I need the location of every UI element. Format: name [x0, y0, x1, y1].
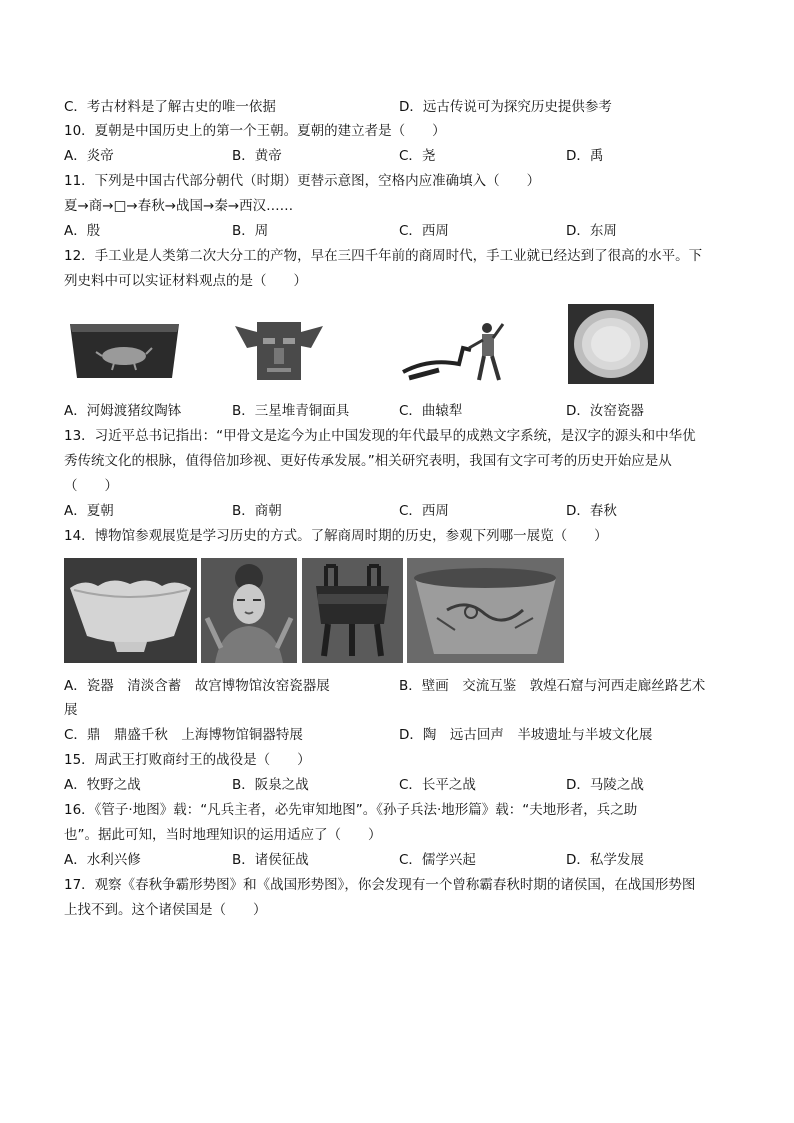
q11-option-b: B．周: [232, 223, 269, 239]
q12-option-b: B．三星堆青铜面具: [232, 403, 350, 419]
q10-option-a: A．炎帝: [64, 148, 114, 164]
q13-option-d: D．春秋: [566, 503, 617, 519]
q9-option-d: D．远古传说可为探究历史提供参考: [399, 99, 612, 115]
q10-stem: 10．夏朝是中国历史上的第一个王朝。夏朝的建立者是（ ）: [64, 123, 446, 139]
q13-stem-line1: 13．习近平总书记指出：“甲骨文是迄今为止中国发现的年代最早的成熟文字系统，是汉字的源头和中华优: [64, 428, 696, 444]
q10-option-d: D．禹: [566, 148, 604, 164]
q9-option-c: C．考古材料是了解古史的唯一依据: [64, 99, 276, 115]
q15-option-a: A．牧野之战: [64, 777, 141, 793]
curved-plow-image: [399, 318, 514, 386]
q11-option-c: C．西周: [399, 223, 449, 239]
q12-option-d: D．汝窑瓷器: [566, 403, 644, 419]
q15-stem: 15．周武王打败商纣王的战役是（ ）: [64, 752, 311, 768]
pottery-bowl-boar-pattern-image: [66, 318, 183, 384]
q17-stem-line1: 17．观察《春秋争霸形势图》和《战国形势图》，你会发现有一个曾称霸春秋时期的诸侯国，在战国形势图: [64, 877, 696, 893]
pottery-basin-image: [407, 558, 564, 663]
q14-option-c: C．鼎 鼎盛千秋 上海博物馆铜器特展: [64, 727, 303, 743]
mural-bodhisattva-image: [201, 558, 297, 663]
porcelain-bowl-image: [64, 558, 197, 663]
q10-option-b: B．黄帝: [232, 148, 282, 164]
q13-option-b: B．商朝: [232, 503, 282, 519]
q16-option-d: D．私学发展: [566, 852, 644, 868]
q14-option-b-continued: 展: [64, 702, 78, 718]
q11-option-a: A．殷: [64, 223, 101, 239]
q17-stem-line2: 上找不到。这个诸侯国是（ ）: [64, 902, 267, 918]
bronze-mask-image: [233, 318, 325, 386]
q14-option-d: D．陶 远古回声 半坡遗址与半坡文化展: [399, 727, 653, 743]
q12-stem-line2: 列史料中可以实证材料观点的是（ ）: [64, 273, 307, 289]
q16-option-b: B．诸侯征战: [232, 852, 309, 868]
q12-stem-line1: 12．手工业是人类第二次大分工的产物，早在三四千年前的商周时代，手工业就已经达到了很高的水平。下: [64, 248, 703, 264]
q16-option-c: C．儒学兴起: [399, 852, 476, 868]
q15-option-d: D．马陵之战: [566, 777, 644, 793]
bronze-ding-image: [302, 558, 403, 663]
q13-stem-line2: 秀传统文化的根脉，值得倍加珍视、更好传承发展。”相关研究表明，我国有文字可考的历史开始应是从: [64, 453, 672, 469]
q13-option-a: A．夏朝: [64, 503, 114, 519]
q14-option-b: B．壁画 交流互鉴 敦煌石窟与河西走廊丝路艺术: [399, 678, 706, 694]
q10-option-c: C．尧: [399, 148, 436, 164]
q15-option-b: B．阪泉之战: [232, 777, 309, 793]
q16-stem-line1: 16．《管子·地图》载：“凡兵主者，必先审知地图”。《孙子兵法·地形篇》载：“夫地形者，兵之助: [64, 802, 638, 818]
q13-option-c: C．西周: [399, 503, 449, 519]
q14-stem: 14．博物馆参观展览是学习历史的方式。了解商周时期的历史，参观下列哪一展览（ ）: [64, 528, 608, 544]
q12-option-a: A．河姆渡猪纹陶钵: [64, 403, 182, 419]
q15-option-c: C．长平之战: [399, 777, 476, 793]
q12-option-c: C．曲辕犁: [399, 403, 463, 419]
ru-kiln-porcelain-image: [568, 304, 654, 384]
q14-option-a: A．瓷器 清淡含蓄 故宫博物馆汝窑瓷器展: [64, 678, 330, 694]
q11-stem: 11．下列是中国古代部分朝代（时期）更替示意图，空格内应准确填入（ ）: [64, 173, 541, 189]
q16-option-a: A．水利兴修: [64, 852, 141, 868]
q16-stem-line2: 也”。据此可知，当时地理知识的运用适应了（ ）: [64, 827, 382, 843]
q11-sequence: 夏→商→□→春秋→战国→秦→西汉……: [64, 198, 294, 214]
q11-option-d: D．东周: [566, 223, 617, 239]
q13-stem-line3: （ ）: [64, 478, 118, 494]
